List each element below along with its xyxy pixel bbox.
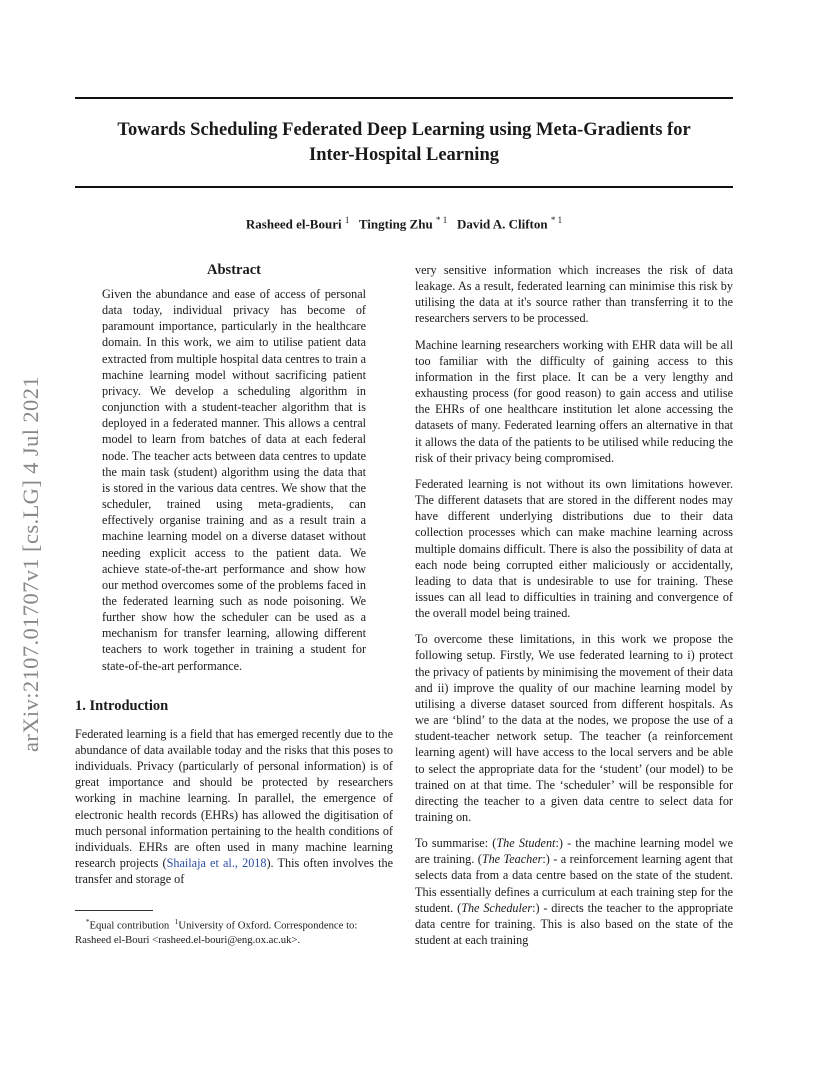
term-student: The Student xyxy=(496,836,556,851)
body-paragraph: very sensitive information which increases the risk of data leakage. As a result, federated learning can minimise this risk by utilising the data at it's source rather than transferring it to the researchers servers to be processed. xyxy=(415,263,733,326)
paragraph-text: Federated learning is a field that has emerged recently due to the abundance of data available today and the risks that this poses to individuals. Privacy (particularly of personal information) is of great importance and should be protected by researchers working in machine learning. In parallel, the emergence of electronic health records (EHRs) has allowed the digitisation of much personal information pertaining to the health conditions of individuals. EHRs are often used in many machine learning research projects ( xyxy=(75,726,393,870)
body-paragraph-summary xyxy=(415,835,733,948)
top-rule xyxy=(75,97,733,99)
body-paragraph: To overcome these limitations, in this work we propose the following setup. Firstly, We use federated learning to i) protect the privacy of patients by minimising the movement of their data and ii) improve the quality of our machine learning model by utilising a diverse dataset sourced from different hospitals. As we are ‘blind’ to the data at the nodes, we propose the use of a student-teacher network setup. The teacher (a reinforcement learning agent) will have access to the local servers and be able to select the appropriate data for the ‘student’ (our model) to be trained on at that time. The ‘scheduler’ will be responsible for directing the teacher to a given data centre to select data for training on. xyxy=(415,632,733,824)
body-paragraph: Federated learning is not without its own limitations however. The different datasets that are stored in the different nodes may have different underlying distributions due to their data collection processes which can make machine learning across multiple domains difficult. There is also the possibility of data at each node being corrupted either maliciously or accidentally, leading to data that is undesirable to use for training. These issues can all lead to difficulties in training and convergence of the overall model being trained. xyxy=(415,476,733,621)
author-name: Rasheed el-Bouri xyxy=(245,216,342,232)
author-affiliation-mark: * 1 xyxy=(550,215,563,225)
title-line-2: Inter-Hospital Learning xyxy=(309,145,499,165)
title-bottom-rule xyxy=(75,186,733,188)
author-name: David A. Clifton xyxy=(456,216,548,232)
paragraph-text: ). This often involves the transfer and storage of xyxy=(75,856,393,887)
footnote-equal-mark: * xyxy=(85,917,90,926)
introduction-heading: 1. Introduction xyxy=(75,697,169,714)
author-affiliation-mark: 1 xyxy=(344,215,350,225)
abstract-block xyxy=(102,262,366,674)
term-scheduler: The Scheduler xyxy=(461,900,533,915)
left-column xyxy=(75,262,393,897)
paragraph-text: To summarise: ( xyxy=(415,836,497,851)
right-column xyxy=(415,262,733,958)
author-name: Tingting Zhu xyxy=(358,216,433,232)
footnote-affiliation-text: University of Oxford. Correspondence to: Rasheed el-Bouri <rasheed.el-bouri@eng.ox.ac.uk>. xyxy=(75,919,358,946)
footnote-rule xyxy=(75,910,153,911)
body-paragraph: Machine learning researchers working with EHR data will be all too familiar with the difficulty of gaining access to this information in the first place. It can be a very lengthy and exhausting process (for good reason) to gain access and utilise the EHRs of one healthcare institution let alone accessing the datasets of many. Federated learning offers an alternative in that it allows the data of the patients to be utilised while reducing the risk of their privacy being compromised. xyxy=(415,337,733,465)
footnote-equal-text: Equal contribution xyxy=(89,919,172,932)
paragraph-text: :) - directs the teacher to the appropriate data centre for training. This is also based on the state of the student at each training xyxy=(415,900,734,948)
footnote xyxy=(75,915,393,947)
paper-title xyxy=(75,118,733,168)
citation-link[interactable]: Shailaja et al., 2018 xyxy=(166,856,267,870)
paragraph-text: :) - the machine learning model we are training. ( xyxy=(415,836,734,867)
arxiv-identifier-stamp: arXiv:2107.01707v1 [cs.LG] 4 Jul 2021 xyxy=(18,375,43,752)
introduction-paragraph xyxy=(75,726,393,888)
footnote-affiliation-mark: 1 xyxy=(174,917,179,926)
author-affiliation-mark: * 1 xyxy=(435,215,448,225)
paragraph-text: :) - a reinforcement learning agent that selects data from a data centre based on the state of the student. This essentially defines a curriculum at each training step for the student. ( xyxy=(415,852,733,915)
title-line-1: Towards Scheduling Federated Deep Learning using Meta-Gradients for xyxy=(117,120,691,140)
term-teacher: The Teacher xyxy=(481,852,543,867)
abstract-text: Given the abundance and ease of access of personal data today, individual privacy has become of paramount importance, particularly in the healthcare domain. In this work, we aim to utilise patient data extracted from multiple hospital data centres to train a machine learning model without sacrificing patient privacy. We develop a scheduling algorithm in conjunction with a student-teacher algorithm that is deployed in a federated manner. This allows a central model to learn from batches of data at each federal node. The teacher acts between data centres to update the main task (student) algorithm using the data that is stored in the various data centres. We show that the scheduler, trained using meta-gradients, can effectively organise training and as a result train a machine learning model on a diverse dataset without needing explicit access to the patient data. We achieve state-of-the-art performance and show how our method overcomes some of the problems faced in the federated learning such as node poisoning. We further show how the scheduler can be used as a mechanism for transfer learning, allowing different teachers to work together in training a student for state-of-the-art performance. xyxy=(102,287,366,673)
author-list xyxy=(75,215,733,232)
abstract-heading: Abstract xyxy=(207,262,261,278)
